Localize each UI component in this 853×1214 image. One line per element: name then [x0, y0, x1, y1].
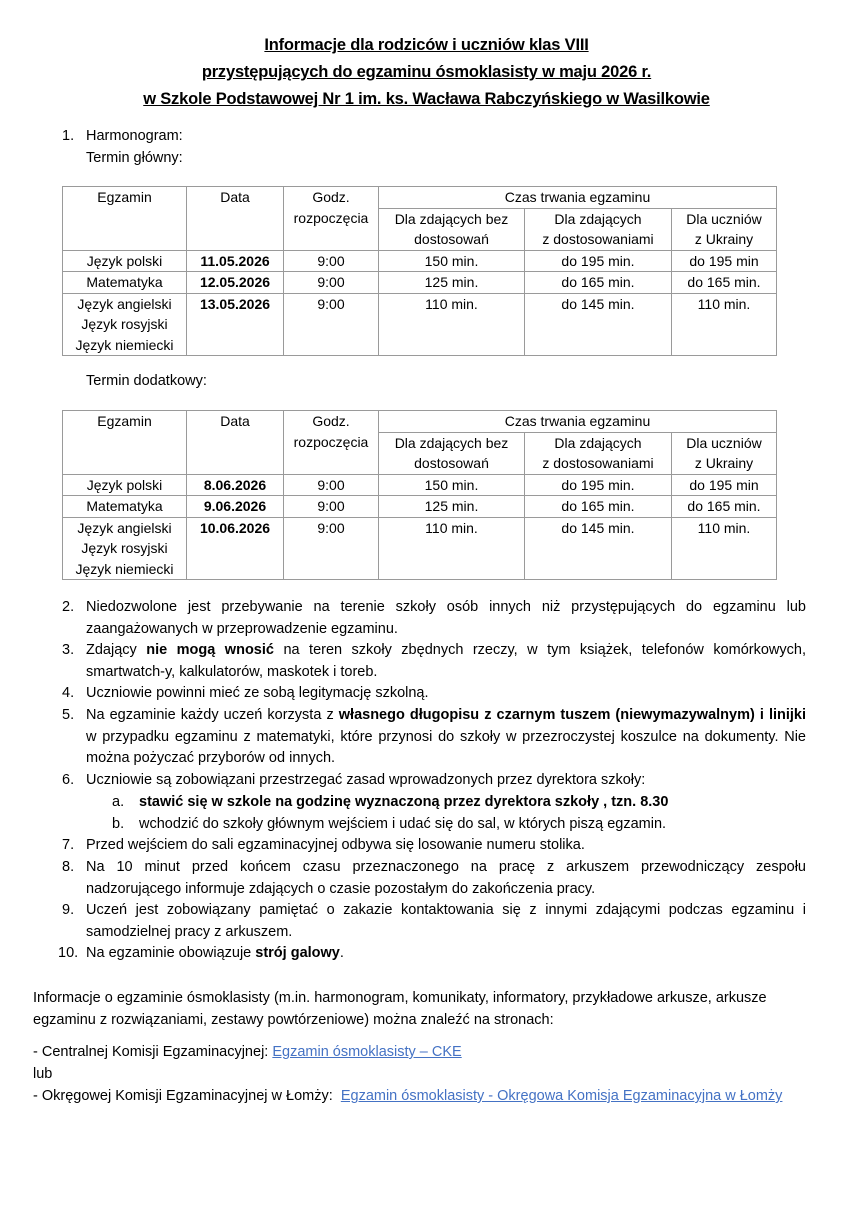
cell-no-adapt: 150 min.: [379, 474, 525, 496]
title-line-1: Informacje dla rodziców i uczniów klas VIII: [264, 36, 589, 54]
table-row: [63, 474, 777, 496]
header-no-adapt-line1: Dla zdających bez: [394, 434, 509, 451]
header-ukraine-line1: Dla uczniów: [686, 210, 762, 227]
rule-5-bold: własnego długopisu z czarnym tuszem (niewymazywalnym) i linijki: [338, 707, 807, 723]
cell-no-adapt: 150 min.: [379, 250, 525, 272]
header-no-adapt-line2: dostosowań: [414, 231, 489, 247]
rule-2-text: Niedozwolone jest przebywanie na terenie szkoły osób innych niż przystępujących do egzaminu lub zaangażowanych w przeprowadzenie egzaminu.: [86, 599, 806, 637]
table-row: [63, 250, 777, 272]
header-no-adapt-line2: dostosowań: [414, 455, 489, 471]
rule-9-text: Uczeń jest zobowiązany pamiętać o zakazie kontaktowania się z innymi zdającymi podczas egzaminu i samodzielnej pracy z arkuszem.: [86, 902, 806, 940]
cell-ukraine: do 165 min.: [672, 272, 777, 294]
cell-ukraine: 110 min.: [672, 517, 777, 580]
cell-adapt: do 145 min.: [525, 293, 672, 356]
cell-date: 9.06.2026: [187, 496, 284, 518]
rule-10-text: [86, 943, 806, 965]
rule-3-number: 3.: [62, 642, 75, 658]
cke-prefix: - Centralnej Komisji Egzaminacyjnej:: [33, 1044, 273, 1060]
rule-10-post: .: [339, 945, 344, 961]
exam-english: Język angielski: [77, 519, 172, 536]
cke-line: [33, 1042, 808, 1064]
rule-8-text: Na 10 minut przed końcem czasu przeznaczonego na pracę z arkuszem przewodniczący zespołu nadzorującego informuje zdających o czasie pozostałym do zakończenia pracy.: [86, 859, 806, 897]
cell-exam: [63, 517, 187, 580]
exam-german: Język niemiecki: [75, 560, 174, 577]
rule-6-number: 6.: [62, 772, 75, 788]
rule-3-bold: nie mogą wnosić: [146, 642, 274, 658]
header-adapt-line1: Dla zdających: [554, 434, 642, 451]
cell-ukraine: 110 min.: [672, 293, 777, 356]
exam-english: Język angielski: [77, 295, 172, 312]
cell-ukraine: do 195 min: [672, 250, 777, 272]
rule-6a-text: stawić się w szkole na godzinę wyznaczoną przez dyrektora szkoły , tzn. 8.30: [139, 794, 669, 810]
title-line-2: przystępujących do egzaminu ósmoklasisty w maju 2026 r.: [201, 63, 652, 81]
cell-adapt: do 195 min.: [525, 474, 672, 496]
header-ukraine-line1: Dla uczniów: [686, 434, 762, 451]
cell-date: 12.05.2026: [187, 272, 284, 294]
header-start: [284, 411, 379, 475]
cell-start: 9:00: [284, 272, 379, 294]
header-ukraine-line2: z Ukrainy: [694, 231, 754, 247]
rule-9-number: 9.: [62, 902, 75, 918]
cell-no-adapt: 110 min.: [379, 517, 525, 580]
header-no-adapt: [379, 432, 525, 474]
rule-7-number: 7.: [62, 837, 75, 853]
oke-link[interactable]: Egzamin ósmoklasisty - Okręgowa Komisja Egzaminacyjna w Łomży: [340, 1088, 783, 1104]
cell-exam: Matematyka: [63, 496, 187, 518]
rule-5-text: [86, 705, 806, 770]
exam-russian: Język rosyjski: [81, 316, 168, 332]
cell-date: 8.06.2026: [187, 474, 284, 496]
cell-adapt: do 165 min.: [525, 496, 672, 518]
header-duration: Czas trwania egzaminu: [379, 411, 777, 433]
extra-term-table: [62, 410, 777, 580]
table-row: [63, 496, 777, 518]
oke-line: [33, 1086, 808, 1108]
table-header-row: [63, 187, 777, 209]
cell-adapt: do 165 min.: [525, 272, 672, 294]
header-start: [284, 187, 379, 251]
rule-8-number: 8.: [62, 859, 75, 875]
header-adapt-line1: Dla zdających: [554, 210, 642, 227]
header-adapt: [525, 208, 672, 250]
cell-start: 9:00: [284, 496, 379, 518]
cell-no-adapt: 125 min.: [379, 272, 525, 294]
rule-6b-letter: b.: [112, 816, 125, 832]
table-row: [63, 293, 777, 356]
info-paragraph: Informacje o egzaminie ósmoklasisty (m.in. harmonogram, komunikaty, informatory, przykładowe arkusze, arkusze egzaminu z rozwiązaniami, zestawy powtórzeniowe) można znaleźć na stronach:: [33, 990, 767, 1028]
rule-5-number: 5.: [62, 707, 75, 723]
header-date: Data: [187, 411, 284, 475]
cell-start: 9:00: [284, 293, 379, 356]
header-adapt: [525, 432, 672, 474]
cell-adapt: do 145 min.: [525, 517, 672, 580]
extra-term-label: Termin dodatkowy:: [86, 373, 207, 389]
cell-start: 9:00: [284, 517, 379, 580]
rule-10-bold: strój galowy: [255, 945, 340, 961]
cell-exam: Język polski: [63, 474, 187, 496]
table-row: [63, 517, 777, 580]
rule-4-number: 4.: [62, 685, 75, 701]
main-term-label: Termin główny:: [86, 150, 183, 166]
cell-ukraine: do 165 min.: [672, 496, 777, 518]
rule-10-pre: Na egzaminie obowiązuje: [86, 945, 256, 961]
rule-6a-letter: a.: [112, 794, 125, 810]
cell-no-adapt: 110 min.: [379, 293, 525, 356]
header-exam: Egzamin: [63, 411, 187, 475]
rule-10-number: 10.: [58, 945, 79, 961]
header-start-line1: Godz.: [312, 189, 350, 205]
header-date: Data: [187, 187, 284, 251]
table-header-row: [63, 411, 777, 433]
exam-russian: Język rosyjski: [81, 540, 168, 556]
table-row: [63, 272, 777, 294]
header-adapt-line2: z dostosowaniami: [542, 231, 654, 247]
section-1-label: Harmonogram:: [86, 128, 183, 144]
title-line-3: w Szkole Podstawowej Nr 1 im. ks. Wacława Rabczyńskiego w Wasilkowie: [143, 90, 710, 108]
cell-date: 10.06.2026: [187, 517, 284, 580]
cke-link[interactable]: Egzamin ósmoklasisty – CKE: [272, 1044, 462, 1060]
rule-3-pre: Zdający: [86, 642, 147, 658]
rule-2-number: 2.: [62, 599, 75, 615]
cell-start: 9:00: [284, 474, 379, 496]
or-text: lub: [33, 1066, 53, 1082]
rule-4-text: Uczniowie powinni mieć ze sobą legitymację szkolną.: [86, 685, 429, 701]
cell-adapt: do 195 min.: [525, 250, 672, 272]
header-ukraine: [672, 208, 777, 250]
cell-exam: [63, 293, 187, 356]
header-start-line2: rozpoczęcia: [293, 433, 369, 450]
header-start-line2: rozpoczęcia: [293, 209, 369, 226]
rule-7-text: Przed wejściem do sali egzaminacyjnej odbywa się losowanie numeru stolika.: [86, 837, 585, 853]
oke-prefix: - Okręgowej Komisji Egzaminacyjnej w Łomży:: [33, 1088, 341, 1104]
header-no-adapt: [379, 208, 525, 250]
rule-5-pre: Na egzaminie każdy uczeń korzysta z: [86, 707, 339, 723]
rule-6-text: Uczniowie są zobowiązani przestrzegać zasad wprowadzonych przez dyrektora szkoły:: [86, 772, 646, 788]
cell-no-adapt: 125 min.: [379, 496, 525, 518]
header-duration: Czas trwania egzaminu: [379, 187, 777, 209]
cell-ukraine: do 195 min: [672, 474, 777, 496]
rule-3-post: na teren szkoły zbędnych rzeczy, w tym książek, telefonów komórkowych, smartwatch-y, kalkulatorów, maskotek i toreb.: [86, 642, 806, 680]
rule-5-post: w przypadku egzaminu z matematyki, które przynosi do szkoły w przezroczystej koszulce na dokumenty. Nie można pożyczać przyborów od innych.: [86, 728, 806, 766]
cell-exam: Matematyka: [63, 272, 187, 294]
rule-6b-text: wchodzić do szkoły głównym wejściem i udać się do sal, w których piszą egzamin.: [139, 816, 667, 832]
header-ukraine-line2: z Ukrainy: [694, 455, 754, 471]
cell-exam: Język polski: [63, 250, 187, 272]
main-term-table: [62, 186, 777, 356]
exam-german: Język niemiecki: [75, 336, 174, 353]
header-exam: Egzamin: [63, 187, 187, 251]
section-1-number: 1.: [62, 128, 75, 144]
header-start-line1: Godz.: [312, 413, 350, 429]
header-no-adapt-line1: Dla zdających bez: [394, 210, 509, 227]
cell-start: 9:00: [284, 250, 379, 272]
cell-date: 11.05.2026: [187, 250, 284, 272]
header-ukraine: [672, 432, 777, 474]
header-adapt-line2: z dostosowaniami: [542, 455, 654, 471]
cell-date: 13.05.2026: [187, 293, 284, 356]
rule-3-text: [86, 640, 806, 683]
